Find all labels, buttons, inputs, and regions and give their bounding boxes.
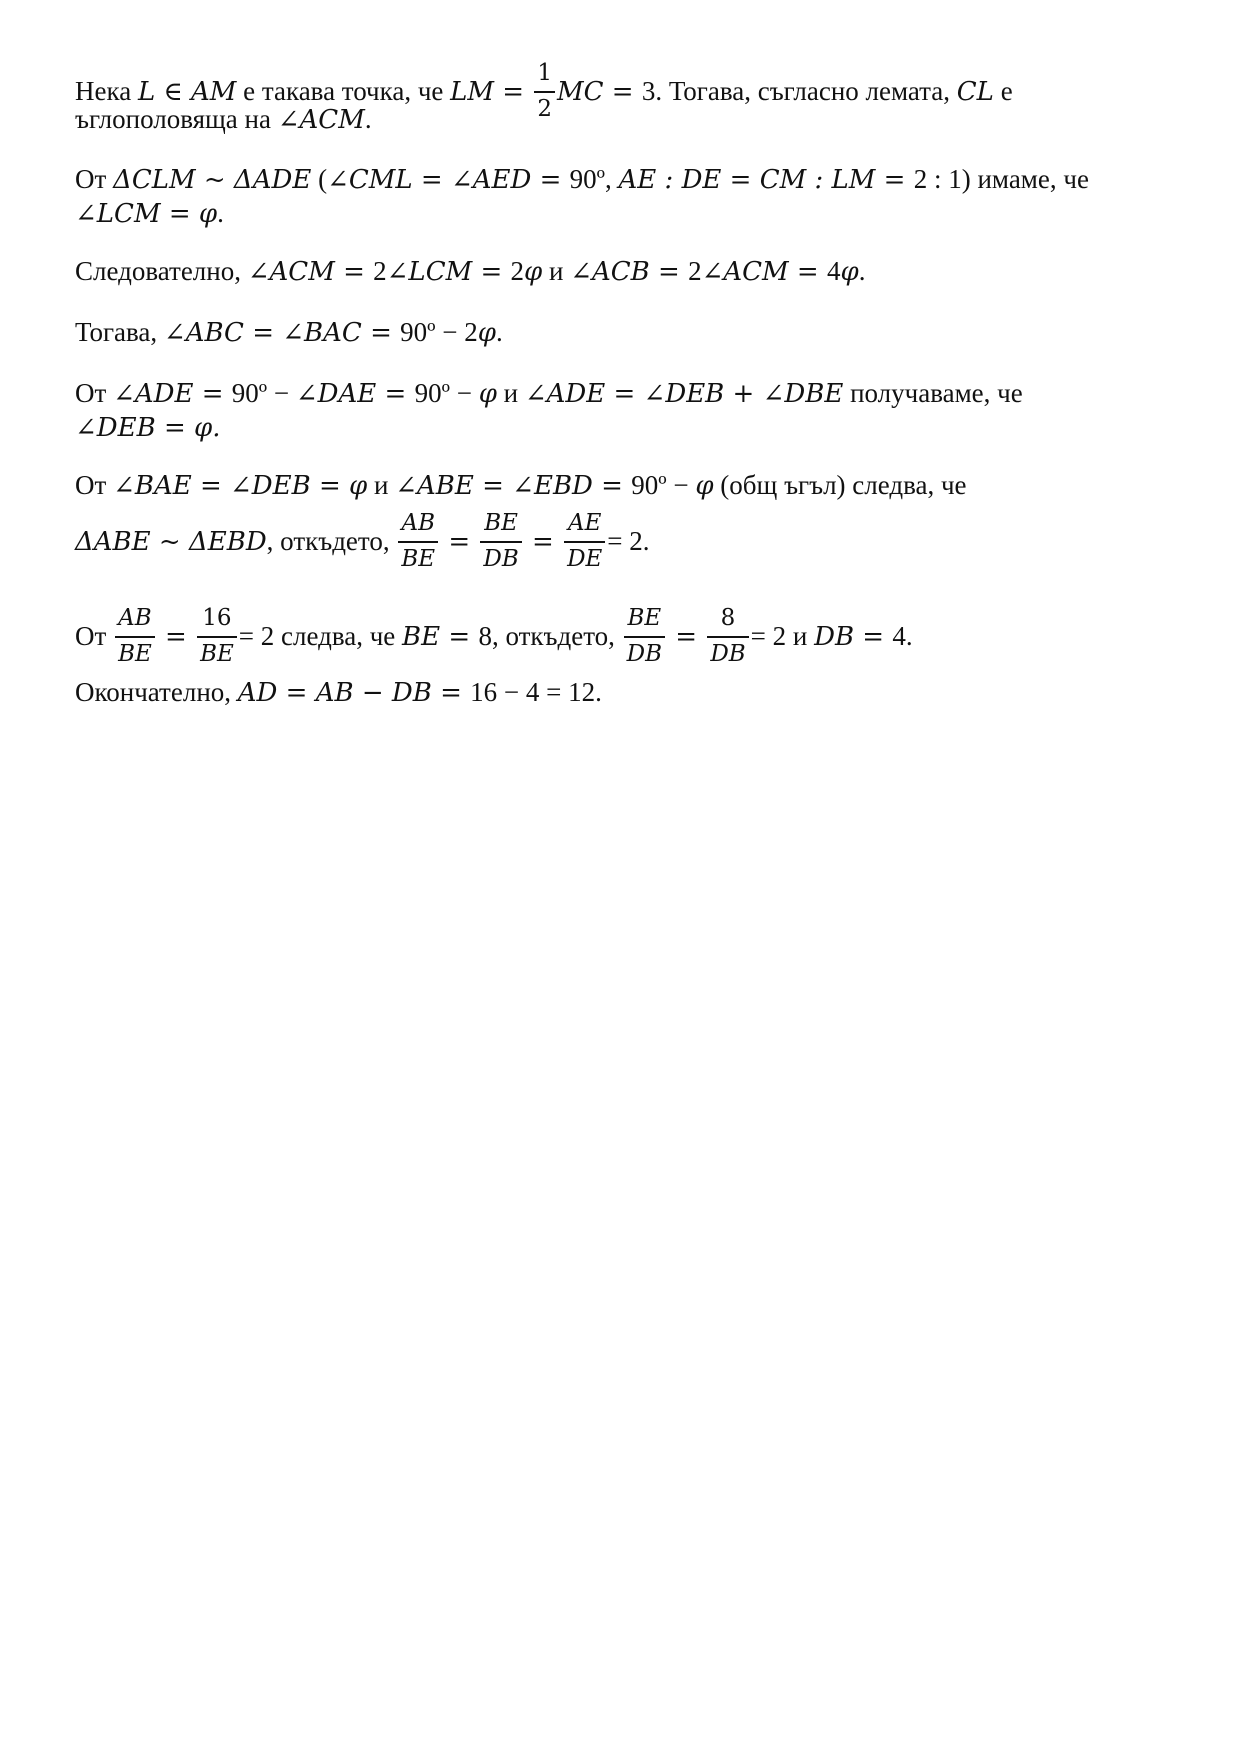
text-run: = 2 следва, че — [238, 620, 403, 651]
math-expression: CL — [956, 76, 994, 107]
math-expression: φ — [695, 471, 714, 501]
text-run: 3. Тогава, съгласно лемата, — [641, 75, 957, 106]
math-expression: ∠CML = ∠AED = — [327, 165, 570, 195]
text-run: Окончателно, — [75, 677, 238, 707]
fraction — [480, 510, 521, 573]
text-run: 2 — [510, 256, 525, 286]
fraction — [398, 510, 438, 573]
math-expression: φ — [840, 257, 859, 287]
text-line — [75, 679, 602, 706]
math-expression: ∠LCM = — [386, 257, 511, 287]
math-expression: = — [440, 526, 479, 557]
text-run: е такава точка, че — [236, 75, 451, 106]
text-line — [75, 512, 650, 575]
fraction — [564, 510, 605, 573]
text-run: и — [542, 256, 571, 286]
math-expression: DB = — [814, 621, 893, 652]
text-run: 16 − 4 = 12. — [470, 677, 602, 707]
text-run: Тогава, — [75, 317, 164, 347]
math-expression: ∠ACM = — [247, 257, 374, 287]
math-expression: ∠ADE = ∠DEB + ∠DBE — [524, 379, 844, 409]
text-line — [75, 319, 503, 346]
fraction-numerator: BE — [480, 510, 521, 543]
math-expression: LM = — [450, 76, 533, 107]
fraction — [624, 605, 665, 668]
fraction-numerator: AE — [564, 510, 605, 543]
fraction-numerator: AB — [115, 605, 155, 638]
text-line — [75, 200, 224, 227]
text-run: От — [75, 378, 114, 408]
math-expression: ΔCLM ~ ΔADE — [113, 165, 312, 195]
text-run: 2 — [688, 256, 702, 286]
text-line — [75, 472, 967, 499]
text-line — [75, 607, 913, 670]
math-expression: φ — [477, 318, 496, 348]
text-run: и — [367, 470, 396, 500]
text-run: (общ ъгъл) следва, че — [713, 470, 967, 500]
fraction — [197, 605, 237, 668]
math-expression: ∠ACM = — [701, 257, 827, 287]
math-expression: L ∈ AM — [137, 76, 237, 107]
text-run: Нека — [75, 75, 138, 106]
text-line — [75, 380, 1023, 407]
text-line — [75, 166, 1089, 193]
math-expression: ∠DAE = — [295, 379, 415, 409]
math-expression: ∠BAE = ∠DEB = φ — [113, 471, 368, 501]
text-run: получаваме, че — [843, 378, 1023, 408]
math-expression: AD = AB − DB = — [237, 678, 471, 708]
math-expression: = — [156, 621, 196, 652]
text-run: 2 : 1) имаме, че — [913, 164, 1089, 194]
fraction-denominator: BE — [118, 640, 152, 667]
fraction-denominator: DB — [483, 545, 519, 572]
math-expression: ∠DEB = φ. — [75, 413, 221, 443]
fraction — [707, 605, 748, 668]
text-run: е — [993, 75, 1013, 106]
text-run: 90º − — [631, 470, 696, 500]
math-expression: φ — [524, 257, 543, 287]
math-expression: ∠ACM — [277, 105, 365, 135]
fraction-denominator: DE — [567, 545, 603, 572]
text-run: . — [217, 198, 224, 228]
fraction-numerator: BE — [624, 605, 665, 638]
fraction-denominator: 2 — [537, 95, 552, 122]
math-expression: = — [666, 621, 706, 652]
math-expression: AE : DE = CM : LM = — [618, 165, 914, 195]
text-run: От — [75, 164, 114, 194]
text-run: . — [858, 256, 866, 286]
text-run: и — [496, 378, 525, 408]
math-expression: MC = — [556, 76, 642, 107]
fraction-denominator: BE — [200, 640, 234, 667]
fraction — [115, 605, 155, 668]
math-expression: ∠ADE = — [113, 379, 232, 409]
text-run: 90º − 2 — [400, 317, 478, 347]
math-expression: ∠ABE = ∠EBD = — [395, 471, 632, 501]
text-run: 4. — [892, 620, 913, 651]
text-run: 8, откъдето, — [478, 620, 622, 651]
math-expression: ΔABE ~ ΔEBD — [75, 526, 267, 557]
text-run: Следователно, — [75, 256, 248, 286]
text-line — [75, 258, 865, 285]
math-expression: φ — [478, 379, 497, 409]
fraction-denominator: BE — [401, 545, 436, 572]
text-run: , откъдето, — [266, 525, 397, 556]
fraction-denominator: DB — [626, 640, 662, 667]
text-run: 90º, — [569, 164, 619, 194]
math-expression: BE = — [402, 621, 479, 652]
text-run: ъглополовяща на — [75, 104, 278, 134]
text-line — [75, 414, 221, 441]
text-run: От — [75, 470, 114, 500]
text-run: . — [495, 317, 503, 347]
fraction — [534, 60, 555, 123]
text-run: 90º − — [414, 378, 479, 408]
text-run: От — [75, 620, 114, 651]
text-run: ( — [311, 164, 328, 194]
text-run: 4 — [827, 256, 841, 286]
math-expression: = — [523, 526, 563, 557]
fraction-numerator: 8 — [707, 605, 748, 638]
text-run: = 2. — [607, 525, 650, 556]
math-expression: ∠ACB = — [570, 257, 689, 287]
text-run: 90º − — [231, 378, 296, 408]
fraction-denominator: DB — [710, 640, 746, 667]
text-run: = 2 и — [750, 620, 815, 651]
math-expression: ∠LCM = φ — [75, 199, 218, 229]
fraction-numerator: 1 — [534, 60, 555, 93]
text-run: 2 — [373, 256, 387, 286]
fraction-numerator: AB — [398, 510, 438, 543]
fraction-numerator: 16 — [197, 605, 237, 638]
math-expression: ∠ABC = ∠BAC = — [163, 318, 401, 348]
text-run: . — [364, 104, 372, 134]
text-line — [75, 106, 372, 133]
